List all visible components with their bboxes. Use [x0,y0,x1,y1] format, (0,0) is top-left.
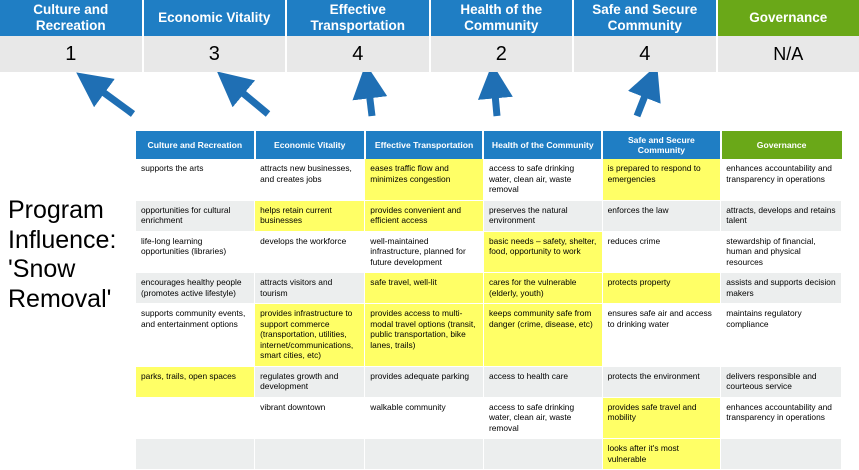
matrix-cell: parks, trails, open spaces [136,366,255,397]
category-score-band [0,36,859,72]
caption-line-1: Program [8,196,136,226]
arrow-safe-and-secure-community [637,83,650,116]
category-header-effective-transportation[interactable]: Effective Transportation [287,0,431,36]
matrix-body [136,159,842,470]
category-score-health-of-the-community: 2 [431,36,575,72]
matrix-cell: life-long learning opportunities (libraries) [136,231,255,273]
category-header-governance[interactable]: Governance [718,0,859,36]
matrix-cell: access to safe drinking water, clean air, waste removal [483,159,602,200]
category-score-safe-and-secure-community: 4 [574,36,718,72]
matrix-cell: regulates growth and development [255,366,365,397]
matrix-cell: vibrant downtown [255,397,365,439]
category-score-governance: N/A [718,36,859,72]
matrix-cell: access to safe drinking water, clean air, waste removal [483,397,602,439]
matrix-cell: provides access to multi-modal travel options (transit, public transportation, bike lanes, trails) [365,304,484,367]
matrix-column-header-economic-vitality: Economic Vitality [255,131,365,159]
matrix-header-row [136,131,842,159]
matrix-cell: preserves the natural environment [483,200,602,231]
program-influence-caption [8,196,136,314]
table-row [136,200,842,231]
category-header-safe-and-secure-community[interactable]: Safe and Secure Community [574,0,718,36]
table-row [136,231,842,273]
arrow-culture-and-recreation [92,84,133,114]
matrix-column-header-safe-and-secure-community: Safe and Secure Community [602,131,721,159]
matrix-column-header-governance: Governance [721,131,842,159]
matrix-cell: encourages healthy people (promotes active lifestyle) [136,273,255,304]
matrix-column-header-culture-and-recreation: Culture and Recreation [136,131,255,159]
category-header-culture-and-recreation[interactable]: Culture and Recreation [0,0,144,36]
category-score-culture-and-recreation: 1 [0,36,144,72]
category-header-economic-vitality[interactable]: Economic Vitality [144,0,288,36]
matrix-cell: provides convenient and efficient access [365,200,484,231]
matrix-cell: attracts new businesses, and creates jobs [255,159,365,200]
matrix-cell: cares for the vulnerable (elderly, youth) [483,273,602,304]
matrix-cell: eases traffic flow and minimizes congestion [365,159,484,200]
matrix-cell: access to health care [483,366,602,397]
matrix-cell: attracts, develops and retains talent [721,200,842,231]
table-row [136,159,842,200]
matrix-column-header-health-of-the-community: Health of the Community [483,131,602,159]
matrix-cell: keeps community safe from danger (crime, disease, etc) [483,304,602,367]
caption-line-2: Influence: [8,226,136,256]
matrix-cell: well-maintained infrastructure, planned for future development [365,231,484,273]
matrix-cell: enhances accountability and transparency in operations [721,159,842,200]
matrix-cell: provides safe travel and mobility [602,397,721,439]
matrix-cell: maintains regulatory compliance [721,304,842,367]
arrow-effective-transportation [368,83,372,116]
caption-line-3: 'Snow [8,255,136,285]
matrix-cell: supports community events, and entertainment options [136,304,255,367]
matrix-cell: reduces crime [602,231,721,273]
table-row [136,397,842,439]
table-row [136,366,842,397]
table-row [136,273,842,304]
category-header-health-of-the-community[interactable]: Health of the Community [431,0,575,36]
caption-line-4: Removal' [8,285,136,315]
arrow-economic-vitality [232,84,268,114]
influence-matrix-table [136,131,842,470]
matrix-cell: provides adequate parking [365,366,484,397]
arrow-group [0,72,859,132]
matrix-cell [136,397,255,439]
matrix-cell: ensures safe air and access to drinking water [602,304,721,367]
matrix-cell: protects property [602,273,721,304]
matrix-cell: enforces the law [602,200,721,231]
matrix-cell: looks after it's most vulnerable [602,439,721,470]
matrix-cell: delivers responsible and courteous service [721,366,842,397]
matrix-cell: stewardship of financial, human and physical resources [721,231,842,273]
matrix-cell: helps retain current businesses [255,200,365,231]
matrix-cell: is prepared to respond to emergencies [602,159,721,200]
matrix-cell: provides infrastructure to support commerce (transportation, utilities, internet/communications, smart cities, etc) [255,304,365,367]
category-score-effective-transportation: 4 [287,36,431,72]
matrix-cell: develops the workforce [255,231,365,273]
matrix-cell: walkable community [365,397,484,439]
matrix-cell: basic needs – safety, shelter, food, opportunity to work [483,231,602,273]
matrix-cell: protects the environment [602,366,721,397]
category-header-band [0,0,859,36]
matrix-cell: safe travel, well-lit [365,273,484,304]
matrix-cell: attracts visitors and tourism [255,273,365,304]
matrix-cell: enhances accountability and transparency in operations [721,397,842,439]
matrix-cell: opportunities for cultural enrichment [136,200,255,231]
table-row [136,304,842,367]
arrow-health-of-the-community [494,83,497,116]
matrix-column-header-effective-transportation: Effective Transportation [365,131,484,159]
category-score-economic-vitality: 3 [144,36,288,72]
matrix-cell: assists and supports decision makers [721,273,842,304]
matrix-cell: supports the arts [136,159,255,200]
